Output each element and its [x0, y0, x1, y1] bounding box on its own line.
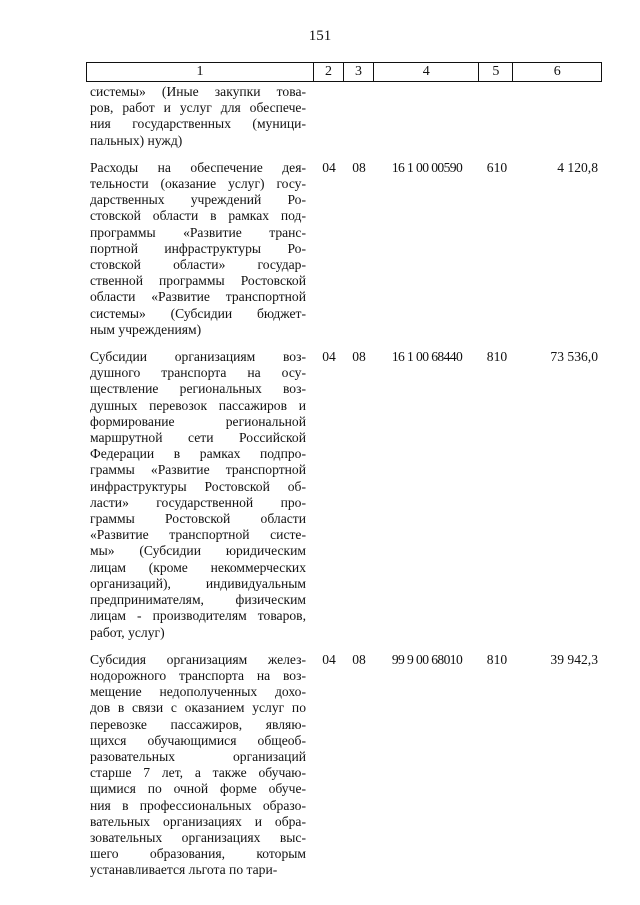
section-code: 04: [322, 651, 336, 667]
description-line: дарственных учреждений Ро-: [90, 192, 306, 208]
description-line: Субсидия организациям желез-: [90, 651, 306, 667]
row-description: [86, 160, 314, 338]
description-line: стовской области» государ-: [90, 257, 306, 273]
table-row: [86, 349, 602, 652]
expense-type-code: [480, 84, 514, 149]
subsection-code: 08: [352, 651, 366, 667]
description-line: старше 7 лет, а также обучаю-: [90, 765, 306, 781]
description-line: программы «Развитие транс-: [90, 224, 306, 240]
description-line: вательных организациях и обра-: [90, 813, 306, 829]
row-description: [86, 349, 314, 641]
description-line: перевозке пассажиров, являю-: [90, 716, 306, 732]
row-description: [86, 652, 314, 879]
expense-type-code: 610: [486, 159, 508, 175]
subsection-code: 08: [352, 159, 366, 175]
section-code: 04: [322, 349, 336, 365]
amount: [514, 84, 602, 149]
description-line: ров, работ и услуг для обеспече-: [90, 100, 306, 116]
description-line: ственной программы Ростовской: [90, 273, 306, 289]
description-line: системы» (Субсидии бюджет-: [90, 305, 306, 321]
section-code: 04: [322, 159, 336, 175]
row-description: [86, 84, 314, 149]
amount: 39 942,3: [550, 651, 598, 667]
description-line: ния государственных (муници-: [90, 116, 306, 132]
description-line: мещение недополученных дохо-: [90, 684, 306, 700]
page-number: 151: [308, 28, 332, 44]
description-line: инфраструктуры Ростовской об-: [90, 478, 306, 494]
description-line: душных перевозок пассажиров и: [90, 397, 306, 413]
column-header-5: 5: [479, 63, 513, 81]
description-line: ласти» государственной про-: [90, 494, 306, 510]
target-item-code: 16 1 00 68440: [391, 349, 463, 365]
expense-type-code: 810: [486, 349, 508, 365]
description-line: разовательных организаций: [90, 748, 306, 764]
description-line: граммы Ростовской области: [90, 511, 306, 527]
description-line: щихся обучающимися общеоб-: [90, 732, 306, 748]
description-line: лицам (кроме некоммерческих: [90, 559, 306, 575]
description-line: ществление региональных воз-: [90, 381, 306, 397]
description-line: ния в профессиональных образо-: [90, 797, 306, 813]
description-line: щимися по очной форме обуче-: [90, 781, 306, 797]
description-line: шего образования, которым: [90, 846, 306, 862]
subsection-code: 08: [352, 349, 366, 365]
description-line: ным учреждениям): [90, 321, 202, 337]
description-line: Расходы на обеспечение дея-: [90, 159, 306, 175]
target-item-code: [374, 84, 480, 149]
description-line: системы» (Иные закупки това-: [90, 84, 306, 99]
description-line: работ, услуг): [90, 624, 165, 640]
description-line: предпринимателям, физическим: [90, 592, 306, 608]
amount: 4 120,8: [557, 159, 598, 175]
description-line: организаций), индивидуальным: [90, 575, 306, 591]
table-row: [86, 652, 602, 890]
amount: 73 536,0: [550, 349, 598, 365]
column-header-2: 2: [314, 63, 344, 81]
column-header-1: 1: [87, 63, 314, 81]
section-code: [314, 84, 344, 149]
description-line: душного транспорта на осу-: [90, 365, 306, 381]
description-line: «Развитие транспортной систе-: [90, 527, 306, 543]
description-line: мы» (Субсидии юридическим: [90, 543, 306, 559]
description-line: Субсидии организациям воз-: [90, 349, 306, 365]
description-line: нодорожного транспорта на воз-: [90, 667, 306, 683]
description-line: граммы «Развитие транспортной: [90, 462, 306, 478]
table-body: [86, 84, 602, 890]
description-line: формирование региональной: [90, 413, 306, 429]
column-header-3: 3: [344, 63, 374, 81]
column-header-6: 6: [553, 64, 561, 79]
target-item-code: 16 1 00 00590: [391, 159, 463, 175]
description-line: тельности (оказание услуг) госу-: [90, 176, 306, 192]
description-line: лицам - производителям товаров,: [90, 608, 306, 624]
table-row: [86, 84, 602, 160]
target-item-code: 99 9 00 68010: [391, 651, 463, 667]
expense-type-code: 810: [486, 651, 508, 667]
description-line: устанавливается льгота по тари-: [90, 862, 278, 878]
description-line: стовской области в рамках под-: [90, 208, 306, 224]
description-line: портной инфраструктуры Ро-: [90, 240, 306, 256]
subsection-code: [344, 84, 374, 149]
description-line: области «Развитие транспортной: [90, 289, 306, 305]
description-line: зовательных организациях выс-: [90, 829, 306, 845]
table-header: [86, 62, 602, 82]
description-line: маршрутной сети Российской: [90, 430, 306, 446]
table-row: [86, 160, 602, 349]
description-line: пальных) нужд): [90, 132, 183, 148]
description-line: Федерации в рамках подпро-: [90, 446, 306, 462]
column-header-4: 4: [374, 63, 480, 81]
description-line: дов в связи с оказанием услуг по: [90, 700, 306, 716]
